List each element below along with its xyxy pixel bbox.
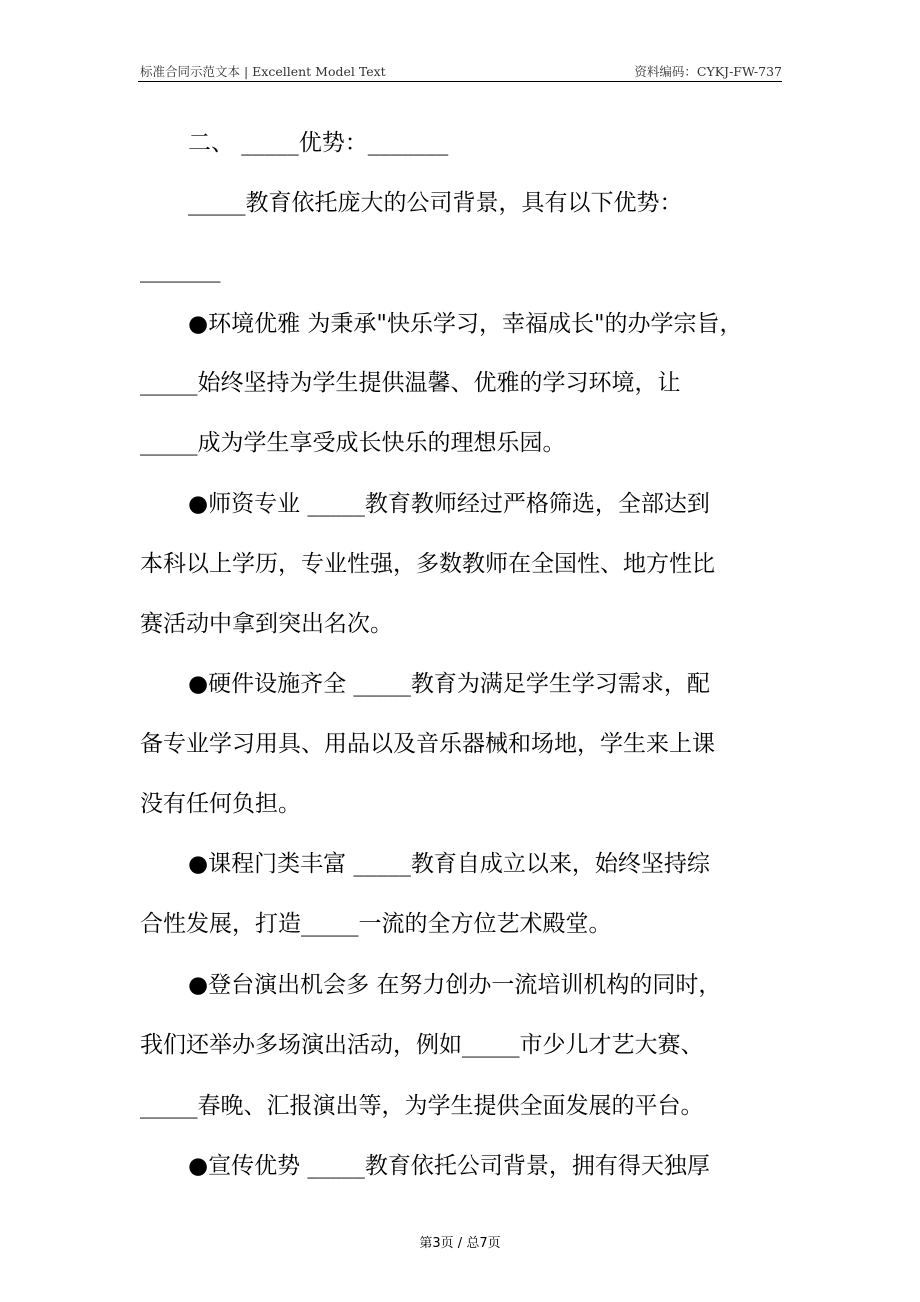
body-line: ●师资专业 _____教育教师经过严格筛选，全部达到 [188, 491, 710, 517]
body-line: _____春晚、汇报演出等，为学生提供全面发展的平台。 [140, 1093, 704, 1119]
body-line: _____教育依托庞大的公司背景，具有以下优势： [188, 190, 683, 216]
page-header [140, 62, 782, 80]
body-line: _______ [140, 257, 221, 283]
header-divider [138, 81, 782, 82]
header-title: 标准合同示范文本 | Excellent Model Text [140, 64, 386, 79]
page-number: 第3页 / 总7页 [419, 1236, 501, 1251]
body-line: 合性发展，打造_____一流的全方位艺术殿堂。 [140, 911, 612, 937]
body-line: 赛活动中拿到突出名次。 [140, 611, 393, 637]
body-line: 本科以上学历，专业性强，多数教师在全国性、地方性比 [140, 551, 715, 577]
body-line: _____始终坚持为学生提供温馨、优雅的学习环境，让 [140, 370, 681, 396]
body-line: 备专业学习用具、用品以及音乐器械和场地，学生来上课 [140, 731, 715, 757]
body-line: ●宣传优势 _____教育依托公司背景，拥有得天独厚 [188, 1153, 710, 1179]
body-line: 没有任何负担。 [140, 791, 301, 817]
document-code: 资料编码：CYKJ-FW-737 [634, 64, 782, 79]
body-line: 我们还举办多场演出活动，例如_____市少儿才艺大赛、 [140, 1032, 704, 1058]
body-line: _____成为学生享受成长快乐的理想乐园。 [140, 430, 566, 456]
body-line: ●硬件设施齐全 _____教育为满足学生学习需求，配 [188, 671, 710, 697]
body-line: ●登台演出机会多 在努力创办一流培训机构的同时， [188, 972, 722, 998]
section-heading: 二、 _____优势：_______ [188, 130, 449, 156]
body-line: ●环境优雅 为秉承"快乐学习，幸福成长"的办学宗旨， [188, 311, 743, 337]
body-line: ●课程门类丰富 _____教育自成立以来，始终坚持综 [188, 851, 710, 877]
